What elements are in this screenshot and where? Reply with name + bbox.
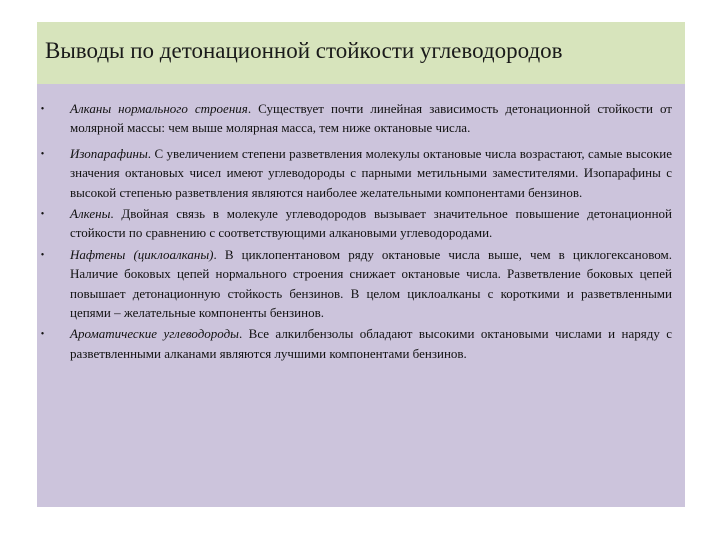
bullet-item-isoparaffins — [37, 144, 685, 202]
bullet-item-alkenes — [37, 204, 685, 243]
item-text: С увеличением степени разветвления молекулы октановые числа возрастают, самые высокие значения октановых чисел имеют углеводороды с парными метильными заместителями. Изопарафины с высокой степенью разветвления являются наиболее желательными компонентами бензинов. — [70, 145, 673, 200]
bullet-item-normal-alkanes — [37, 99, 685, 138]
item-term-sep: . — [238, 326, 249, 342]
bullet-icon: • — [40, 249, 45, 261]
item-term-sep: . — [213, 246, 225, 262]
item-term-sep: . — [247, 101, 259, 116]
bullet-item-aromatics — [37, 324, 685, 363]
item-term: Изопарафины — [70, 145, 148, 161]
title-band — [37, 22, 685, 84]
item-text: Все алкилбензолы обладают высокими октановыми числами и наряду с разветвленными алканами являются лучшими компонентами бензинов. — [70, 326, 672, 361]
item-text: Существует почти линейная зависимость детонационной стойкости от молярной массы: чем выше молярная масса, тем ниже октановые числа. — [70, 101, 672, 136]
bullet-icon: • — [40, 148, 45, 160]
content-box — [37, 84, 685, 507]
item-term-sep: . — [147, 145, 155, 161]
item-term: Ароматические углеводороды — [70, 326, 239, 342]
item-term-sep: . — [110, 206, 122, 222]
bullet-icon: • — [40, 329, 45, 341]
bullet-item-naphthenes — [37, 245, 685, 323]
bullet-list — [37, 99, 685, 363]
item-text: В циклопентановом ряду октановые числа выше, чем в циклогексановом. Наличие боковых цепей нормального строения снижает октановые числа. Разветвление боковых цепей повышает детонационную стойкость бензинов. В целом циклоалканы с короткими и разветвленными цепями – желательные компоненты бензинов. — [70, 246, 672, 321]
bullet-icon: • — [40, 209, 45, 221]
slide-title: Выводы по детонационной стойкости углеводородов — [45, 38, 563, 63]
item-text: Двойная связь в молекуле углеводородов вызывает значительное повышение детонационной стойкости по сравнению с соответствующими алкановыми углеводородами. — [70, 206, 673, 241]
item-term: Алкены — [70, 206, 111, 222]
item-term: Алканы нормального строения — [70, 101, 248, 116]
bullet-icon: • — [40, 104, 45, 115]
item-term: Нафтены (циклоалканы) — [70, 246, 214, 262]
